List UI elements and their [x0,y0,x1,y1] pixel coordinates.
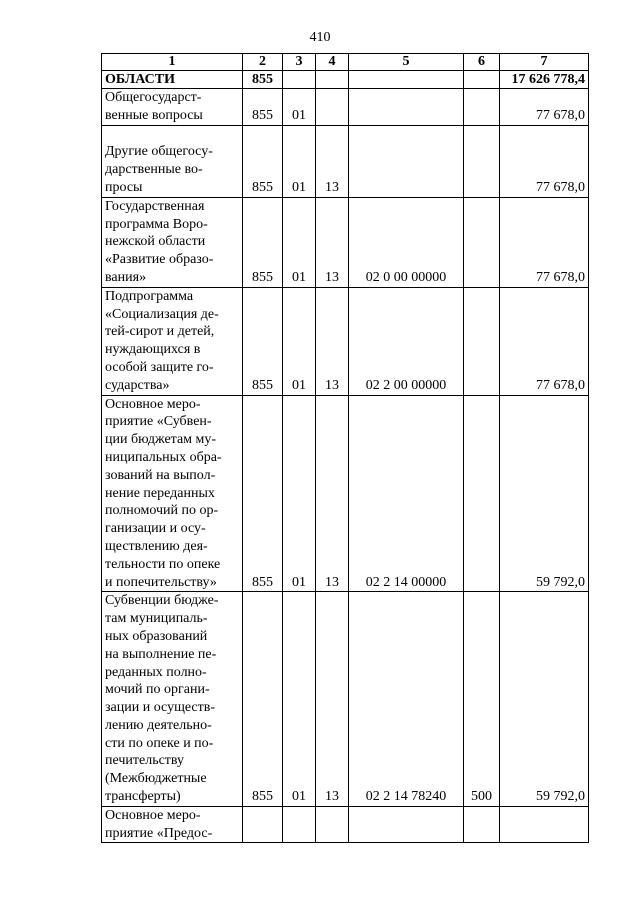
region-row [102,71,589,89]
region-code: 855 [243,71,283,89]
row-name-line: зации и осуществ- [105,700,216,716]
row-name-line: реданных полно- [105,664,207,680]
column-header-3: 3 [283,54,316,71]
row-subsection: 13 [316,125,349,197]
row-code: 855 [243,125,283,197]
row-name [102,287,243,395]
row-code: 855 [243,197,283,287]
row-name-line: (Межбюджетные [105,771,207,787]
row-target-article: 02 2 00 00000 [349,287,464,395]
row-name-line [105,126,239,144]
row-name-line: нежской области [105,234,206,250]
row-name-line: вания» [105,269,147,285]
row-code: 855 [243,395,283,592]
row-section [283,806,316,843]
column-header-2: 2 [243,54,283,71]
row-name-line: трансферты) [105,789,181,805]
row-expense-type [464,395,500,592]
row-name-line: на выполнение пе- [105,646,217,662]
row-name-line: «Развитие образо- [105,252,214,268]
row-name-line: там муниципаль- [105,611,208,627]
row-code: 855 [243,592,283,807]
row-name-line: нение переданных [105,485,215,501]
row-section: 01 [283,125,316,197]
row-subsection: 13 [316,592,349,807]
row-name-line: Субвенции бюдже- [105,593,219,609]
row-name-line: особой защите го- [105,359,214,375]
row-subsection: 13 [316,395,349,592]
column-header-6: 6 [464,54,500,71]
row-name-line: нуждающихся в [105,342,201,358]
column-header-5: 5 [349,54,464,71]
region-empty-4 [316,71,349,89]
table-row [102,592,589,807]
row-section: 01 [283,592,316,807]
row-name-line: «Социализация де- [105,306,219,322]
row-name-line: ции бюджетам му- [105,432,217,448]
row-amount: 77 678,0 [500,125,589,197]
row-code: 855 [243,287,283,395]
row-amount [500,806,589,843]
row-subsection: 13 [316,197,349,287]
table-row [102,197,589,287]
table-row [102,89,589,126]
row-amount: 77 678,0 [500,287,589,395]
row-expense-type: 500 [464,592,500,807]
row-target-article [349,89,464,126]
row-name [102,592,243,807]
row-name-line: приятие «Предос- [105,825,213,841]
row-amount: 59 792,0 [500,395,589,592]
row-name-line: сударства» [105,377,170,393]
row-name-line: Подпрограмма [105,288,194,304]
budget-table [101,53,589,843]
row-expense-type [464,287,500,395]
row-name [102,89,243,126]
row-expense-type [464,89,500,126]
row-subsection [316,806,349,843]
row-section: 01 [283,197,316,287]
row-name-line: и попечительству» [105,574,217,590]
page-number: 410 [309,30,331,45]
row-expense-type [464,197,500,287]
row-name-line: ществлению дея- [105,538,208,554]
row-name-line: программа Воро- [105,216,208,232]
row-name-line: Основное меро- [105,807,201,823]
row-expense-type [464,806,500,843]
row-name [102,395,243,592]
row-amount: 77 678,0 [500,197,589,287]
row-target-article [349,125,464,197]
row-name-line: Другие общегосу- [105,144,213,160]
row-name-line: ниципальных обра- [105,449,222,465]
region-sum: 17 626 778,4 [500,71,589,89]
row-section: 01 [283,287,316,395]
row-name-line: венные вопросы [105,107,203,123]
row-section: 01 [283,89,316,126]
column-header-1: 1 [102,54,243,71]
row-name-line: ных образований [105,628,208,644]
header-row [102,54,589,71]
row-code: 855 [243,89,283,126]
region-empty-5 [349,71,464,89]
row-name-line: мочий по органи- [105,682,210,698]
column-header-4: 4 [316,54,349,71]
row-name-line: ганизации и осу- [105,521,206,537]
row-target-article: 02 2 14 78240 [349,592,464,807]
row-name-line: печительству [105,753,185,769]
row-subsection [316,89,349,126]
row-name-line: тельности по опеке [105,556,221,572]
row-name-line: Основное меро- [105,396,201,412]
row-subsection: 13 [316,287,349,395]
row-name-line: полномочий по ор- [105,503,219,519]
table-row [102,125,589,197]
row-name-line: приятие «Субвен- [105,414,212,430]
row-target-article: 02 2 14 00000 [349,395,464,592]
column-header-7: 7 [500,54,589,71]
row-expense-type [464,125,500,197]
row-name-line: просы [105,179,143,195]
region-empty-3 [283,71,316,89]
row-target-article: 02 0 00 00000 [349,197,464,287]
row-name [102,197,243,287]
row-amount: 77 678,0 [500,89,589,126]
row-name-line: дарственные во- [105,162,203,178]
row-name-line: сти по опеке и по- [105,735,214,751]
row-name-line: тей-сирот и детей, [105,324,215,340]
region-name: ОБЛАСТИ [102,71,243,89]
row-name-line: лению деятельно- [105,717,212,733]
table-row [102,287,589,395]
row-name [102,125,243,197]
row-name-line: Государственная [105,198,205,214]
row-target-article [349,806,464,843]
table-row [102,806,589,843]
row-code [243,806,283,843]
row-section: 01 [283,395,316,592]
row-name-line: Общегосударст- [105,90,202,105]
region-empty-6 [464,71,500,89]
table-row [102,395,589,592]
row-name-line: зований на выпол- [105,467,216,483]
row-amount: 59 792,0 [500,592,589,807]
row-name [102,806,243,843]
